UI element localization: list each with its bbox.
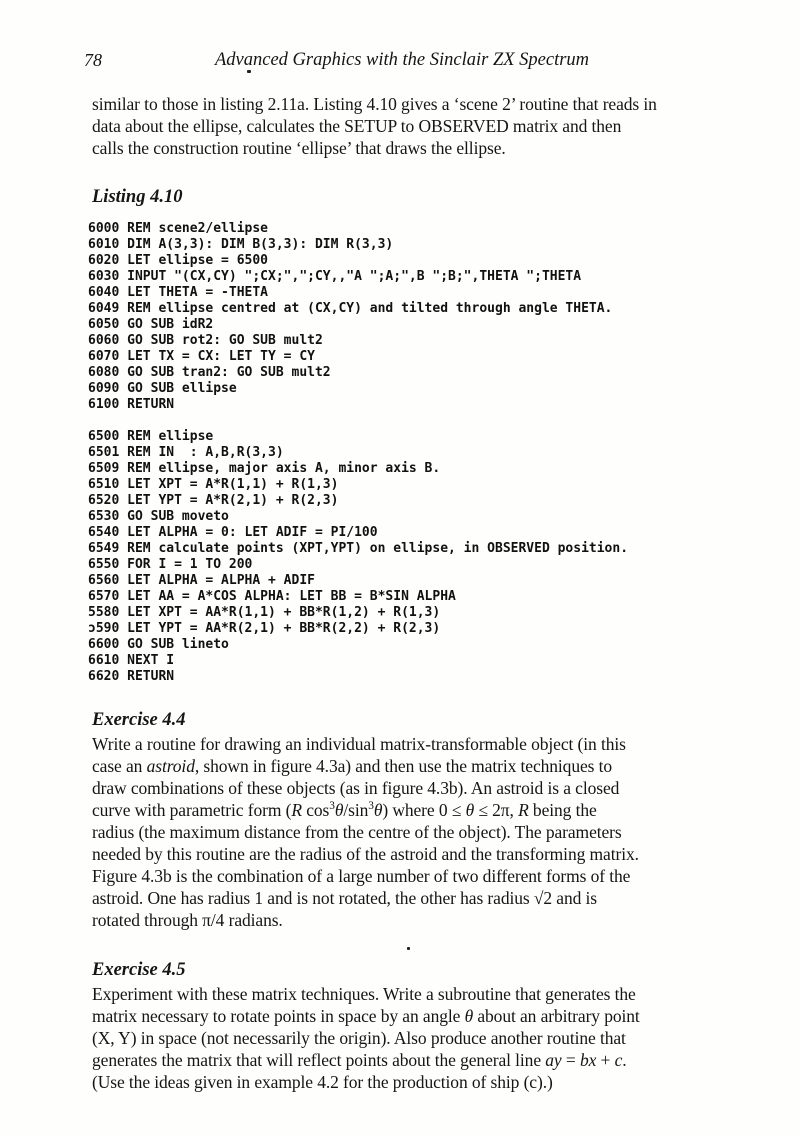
exercise-4-5-title: Exercise 4.5 xyxy=(92,960,186,980)
exercise-4-4-body: Write a routine for drawing an individual matrix-transformable object (in this case an astroid, shown in figure 4.3a) and then use the matrix techniques to draw combinations of these objects (as in figure 4.3b). An astroid is a closed curve with parametric form (R $\cos^3\theta/\sin^3\theta$) where 0 ≤ θ ≤ 2π, R being the radius (the maximum distance from the centre of the object). The parameters needed by this routine are the radius of the astroid and the transforming matrix. Figure 4.3b is the combination of a large number of two different forms of the astroid. One has radius 1 and is not rotated, the other has radius √2 and is rotated through π/4 radians. xyxy=(92,734,639,930)
exercise-4-5-body: Experiment with these matrix techniques. Write a subroutine that generates the matrix necessary to rotate points in space by an angle θ about an arbitrary point (X, Y) in space (not necessarily the origin). Also produce another routine that generates the matrix that will reflect points about the general line ay = bx + c. (Use the ideas given in example 4.2 for the production of ship (c).) xyxy=(92,984,640,1092)
running-title: Advanced Graphics with the Sinclair ZX Spectrum xyxy=(214,50,590,70)
ink-speck xyxy=(247,70,251,73)
intro-paragraph: similar to those in listing 2.11a. Listing 4.10 gives a ‘scene 2’ routine that reads in data about the ellipse, calculates the SETUP to OBSERVED matrix and then calls the construction routine ‘ellipse’ that draws the ellipse. xyxy=(92,94,657,158)
listing-title: Listing 4.10 xyxy=(92,187,183,207)
code-block-ellipse: 6500 REM ellipse 6501 REM IN : A,B,R(3,3) 6509 REM ellipse, major axis A, minor axis B. 6510 LET XPT = A*R(1,1) + R(1,3) 6520 LET YPT = A*R(2,1) + R(2,3) 6530 GO SUB moveto 6540 LET ALPHA = 0: LET ADIF = PI/100 6549 REM calculate points (XPT,YPT) on ellipse, in OBSERVED position. 6550 FOR I = 1 TO 200 6560 LET ALPHA = ALPHA + ADIF 6570 LET AA = A*COS ALPHA: LET BB = B*SIN ALPHA 5580 LET XPT = AA*R(1,1) + BB*R(1,2) + R(1,3) ɔ590 LET YPT = AA*R(2,1) + BB*R(2,2) + R(2,3) 6600 GO SUB lineto 6610 NEXT I 6620 RETURN xyxy=(88,429,629,684)
page-number: 78 xyxy=(84,50,102,70)
ink-speck xyxy=(407,947,410,950)
exercise-4-4-title: Exercise 4.4 xyxy=(92,710,186,730)
code-block-scene2: 6000 REM scene2/ellipse 6010 DIM A(3,3): DIM B(3,3): DIM R(3,3) 6020 LET ellipse = 6500 6030 INPUT "(CX,CY) ";CX;",";CY,,"A ";A;",B ";B;",THETA ";THETA 6040 LET THETA = -THETA 6049 REM ellipse centred at (CX,CY) and tilted through angle THETA. 6050 GO SUB idR2 6060 GO SUB rot2: GO SUB mult2 6070 LET TX = CX: LET TY = CY 6080 GO SUB tran2: GO SUB mult2 6090 GO SUB ellipse 6100 RETURN xyxy=(88,221,613,412)
